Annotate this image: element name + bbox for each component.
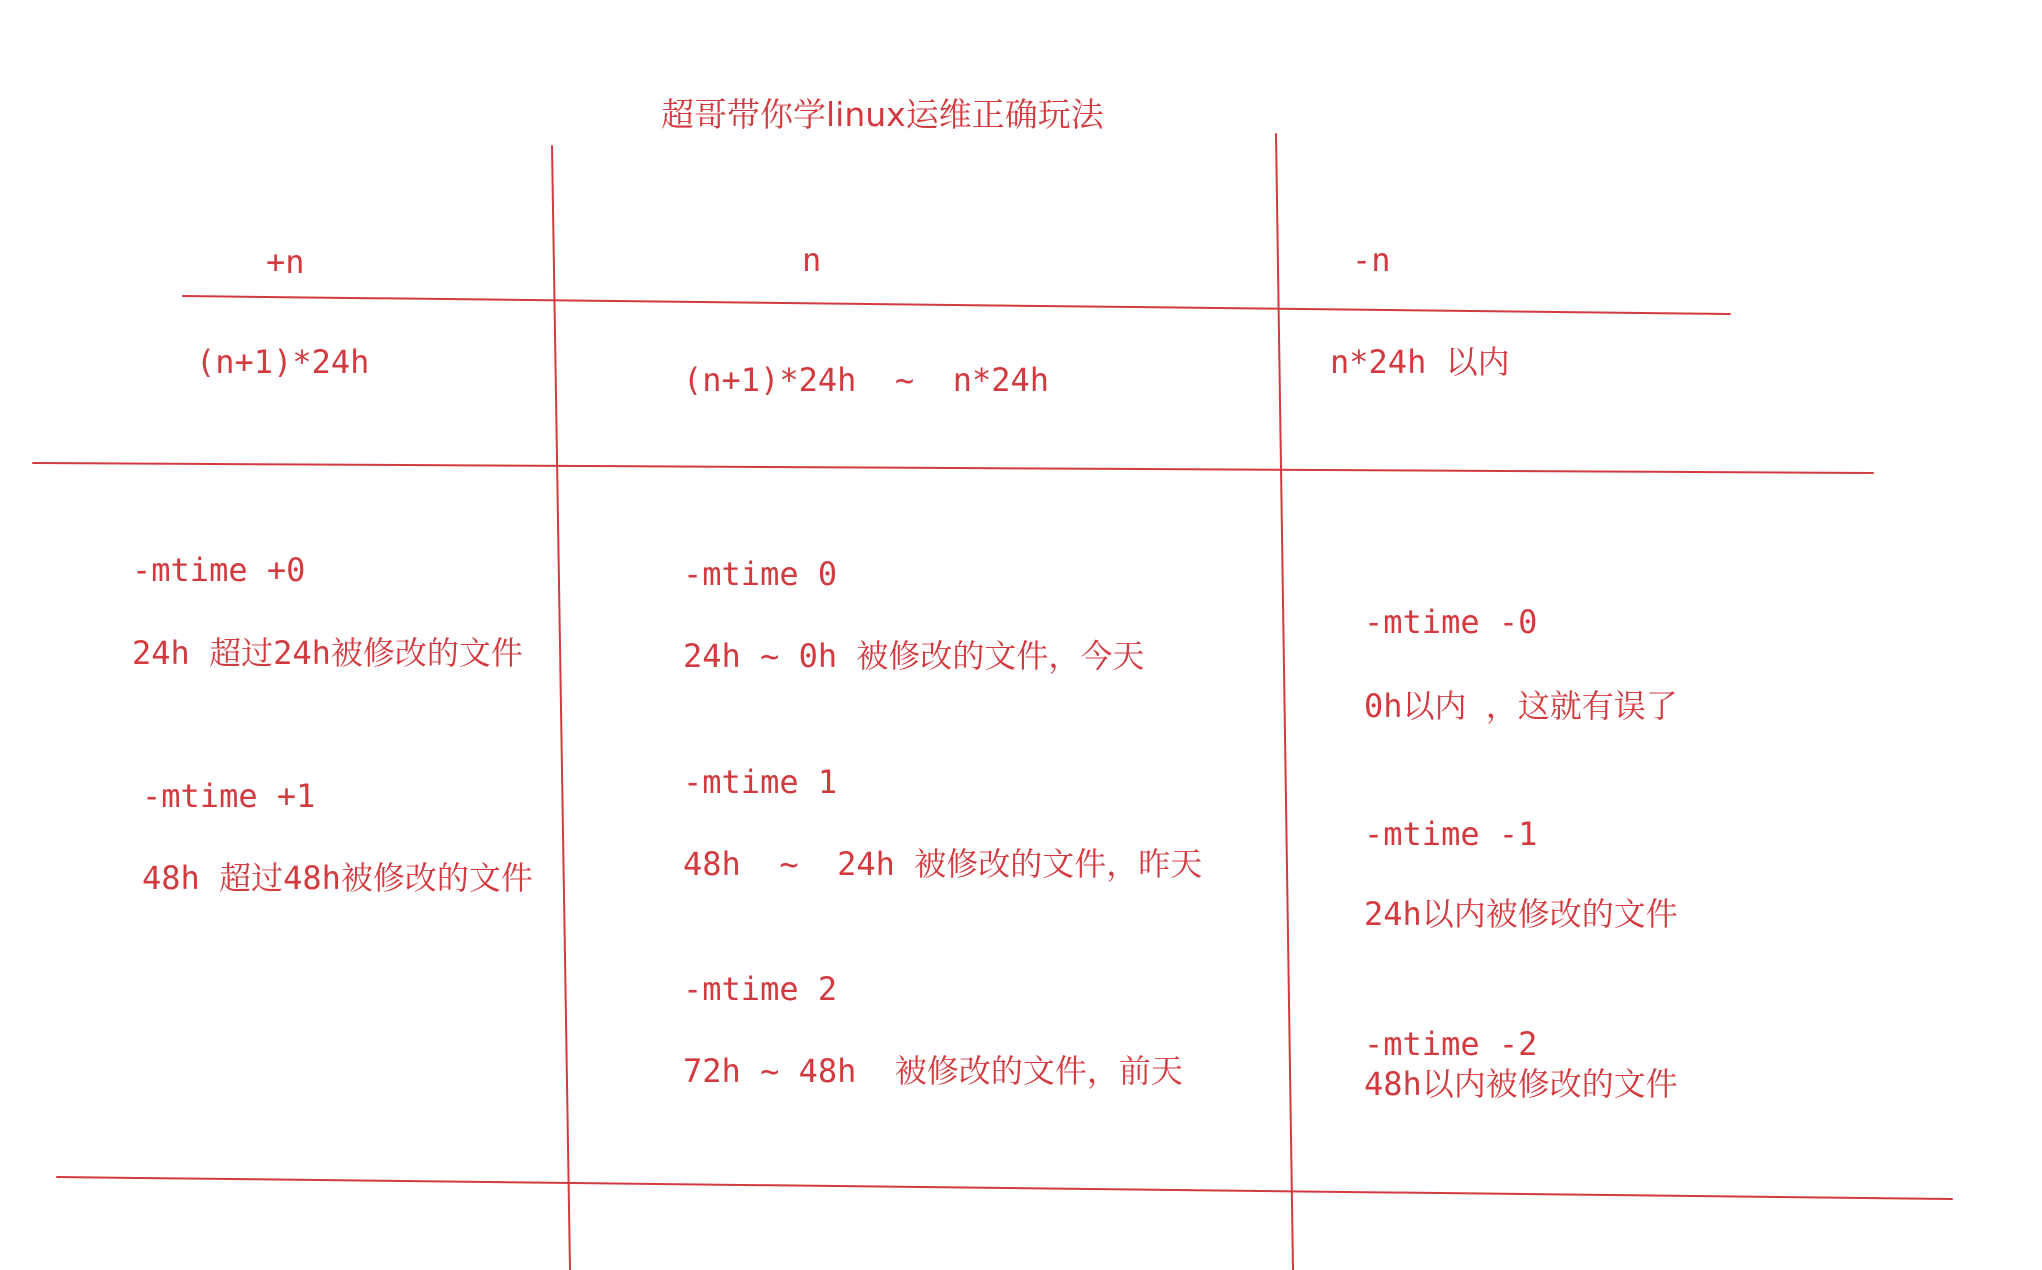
plus-desc-1: 48h 超过48h被修改的文件 [142, 859, 533, 897]
range-plus-n: (n+1)*24h [196, 343, 370, 381]
row-divider-bottom [57, 1177, 1952, 1199]
plus-desc-0: 24h 超过24h被修改的文件 [132, 634, 523, 672]
range-n: (n+1)*24h ~ n*24h [683, 361, 1050, 399]
page-title: 超哥带你学linux运维正确玩法 [661, 95, 1104, 134]
header-n: n [802, 241, 822, 279]
plus-option-0: -mtime +0 [132, 551, 306, 589]
exact-option-0: -mtime 0 [683, 555, 838, 593]
header-minus-n: -n [1352, 241, 1391, 279]
exact-desc-0: 24h ~ 0h 被修改的文件，今天 [683, 637, 1145, 675]
range-minus-n: n*24h 以内 [1330, 343, 1510, 381]
header-plus-n: +n [266, 243, 305, 281]
minus-desc-0: 0h以内 ，这就有误了 [1364, 687, 1678, 725]
row-divider-top [33, 463, 1873, 473]
minus-option-2: -mtime -2 [1364, 1025, 1538, 1063]
minus-desc-1: 24h以内被修改的文件 [1364, 895, 1678, 933]
minus-desc-2: 48h以内被修改的文件 [1364, 1065, 1678, 1103]
minus-option-0: -mtime -0 [1364, 603, 1538, 641]
exact-desc-2: 72h ~ 48h 被修改的文件，前天 [683, 1052, 1183, 1090]
exact-option-1: -mtime 1 [683, 763, 838, 801]
exact-desc-1: 48h ~ 24h 被修改的文件，昨天 [683, 845, 1203, 883]
exact-option-2: -mtime 2 [683, 970, 838, 1008]
plus-option-1: -mtime +1 [142, 777, 316, 815]
header-underline [183, 296, 1730, 314]
column-divider-right [1276, 134, 1293, 1270]
column-divider-left [552, 146, 570, 1270]
minus-option-1: -mtime -1 [1364, 815, 1538, 853]
